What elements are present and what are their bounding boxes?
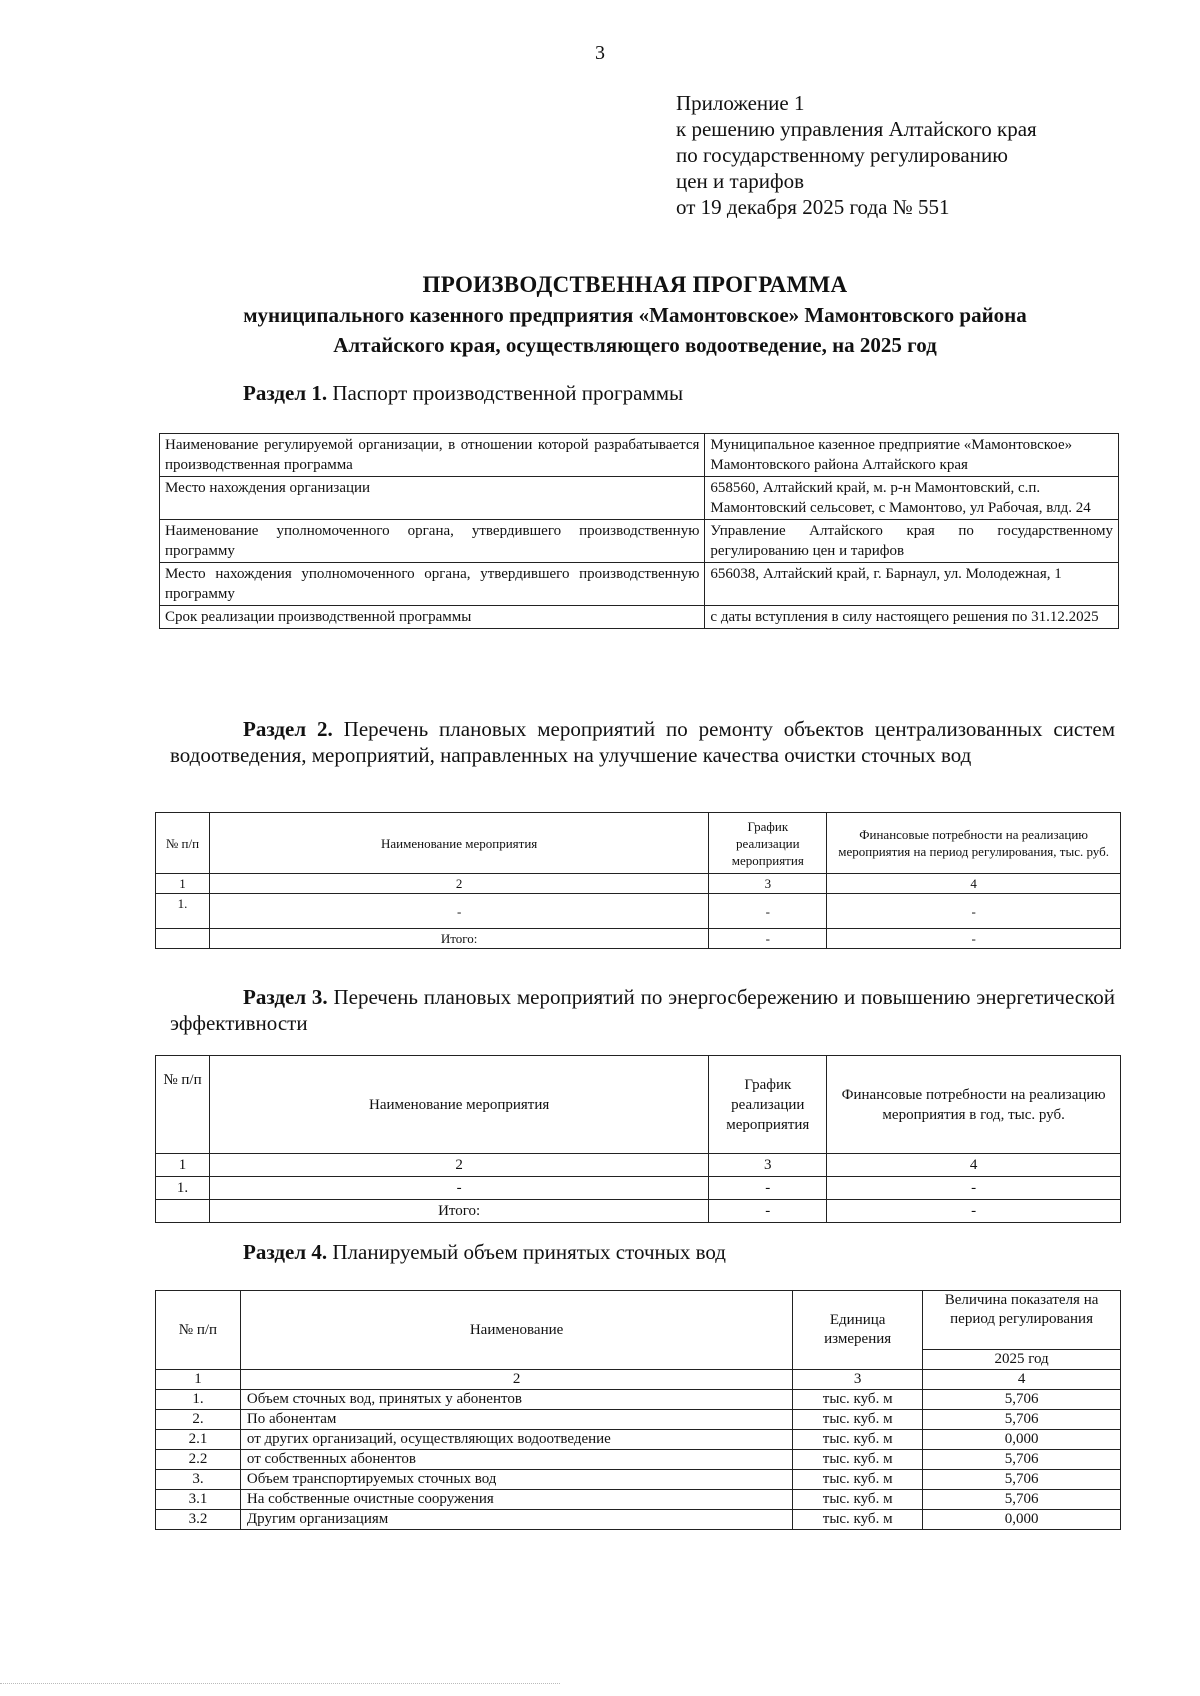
col-number: 2 [240, 1370, 792, 1390]
section3-label: Раздел 3. [243, 985, 328, 1009]
row-value: 5,706 [923, 1390, 1121, 1410]
section4-text: Планируемый объем принятых сточных вод [332, 1240, 726, 1264]
row-value: 5,706 [923, 1450, 1121, 1470]
section2-label: Раздел 2. [243, 717, 333, 741]
header-unit: Единица измерения [793, 1291, 923, 1370]
header-name: Наименование мероприятия [209, 813, 708, 874]
row-name: от других организаций, осуществляющих водоотведение [240, 1430, 792, 1450]
passport-cell-right: 658560, Алтайский край, м. р-н Мамонтовский, с.п. Мамонтовский сельсовет, с Мамонтово, ул Рабочая, влд. 24 [705, 477, 1119, 520]
table-row [160, 477, 1119, 520]
table-row [156, 1510, 1121, 1530]
row-unit: тыс. куб. м [793, 1410, 923, 1430]
header-schedule: График реализации мероприятия [709, 813, 827, 874]
row-schedule: - [709, 894, 827, 929]
table-header-row [156, 813, 1121, 874]
row-name: Объем транспортируемых сточных вод [240, 1470, 792, 1490]
table-row [156, 1470, 1121, 1490]
table-row [156, 1430, 1121, 1450]
table-row [160, 434, 1119, 477]
col-number: 2 [209, 1154, 708, 1177]
col-number: 3 [709, 874, 827, 894]
total-label: Итого: [209, 929, 708, 949]
empty-cell [156, 929, 210, 949]
title-main: ПРОИЗВОДСТВЕННАЯ ПРОГРАММА [422, 272, 848, 297]
section4-heading [243, 1239, 726, 1265]
header-name: Наименование [240, 1291, 792, 1370]
passport-cell-right: Муниципальное казенное предприятие «Мамонтовское» Мамонтовского района Алтайского края [705, 434, 1119, 477]
table-row [156, 1450, 1121, 1470]
row-unit: тыс. куб. м [793, 1390, 923, 1410]
header-value: Величина показателя на период регулирования [923, 1291, 1121, 1350]
col-number: 3 [793, 1370, 923, 1390]
appendix-block [676, 90, 1037, 220]
row-unit: тыс. куб. м [793, 1490, 923, 1510]
section1-label: Раздел 1. [243, 381, 328, 405]
total-schedule: - [709, 929, 827, 949]
row-value: 0,000 [923, 1430, 1121, 1450]
table-row [160, 520, 1119, 563]
row-value: 5,706 [923, 1490, 1121, 1510]
col-number: 1 [156, 1370, 241, 1390]
col-number: 4 [923, 1370, 1121, 1390]
row-num: 3.1 [156, 1490, 241, 1510]
passport-cell-right: 656038, Алтайский край, г. Барнаул, ул. Молодежная, 1 [705, 563, 1119, 606]
column-number-row [156, 1370, 1121, 1390]
header-num: № п/п [156, 1056, 210, 1154]
scan-edge-divider [0, 1683, 560, 1684]
row-value: 0,000 [923, 1510, 1121, 1530]
header-schedule: График реализации мероприятия [709, 1056, 827, 1154]
row-name: Другим организациям [240, 1510, 792, 1530]
row-schedule: - [709, 1177, 827, 1200]
col-number: 2 [209, 874, 708, 894]
total-row [156, 929, 1121, 949]
row-unit: тыс. куб. м [793, 1470, 923, 1490]
table-header-row [156, 1291, 1121, 1350]
section2-text: Перечень плановых мероприятий по ремонту объектов централизованных систем водоотведения, мероприятий, направленных на улучшение качества очистки сточных вод [170, 717, 1116, 767]
row-num: 1. [156, 894, 210, 929]
page-number: 3 [595, 42, 605, 64]
passport-cell-right: Управление Алтайского края по государственному регулированию цен и тарифов [705, 520, 1119, 563]
section1-heading [243, 380, 683, 406]
total-finance: - [827, 929, 1121, 949]
row-num: 3.2 [156, 1510, 241, 1530]
header-num: № п/п [156, 813, 210, 874]
section3-table [155, 1055, 1121, 1223]
table-row [160, 563, 1119, 606]
row-value: 5,706 [923, 1470, 1121, 1490]
title-sub-1: муниципального казенного предприятия «Мамонтовское» Мамонтовского района [243, 303, 1027, 327]
col-number: 1 [156, 874, 210, 894]
header-num: № п/п [156, 1291, 241, 1370]
column-number-row [156, 1154, 1121, 1177]
row-num: 2.2 [156, 1450, 241, 1470]
row-name: от собственных абонентов [240, 1450, 792, 1470]
col-number: 4 [827, 874, 1121, 894]
passport-cell-left: Срок реализации производственной программы [160, 606, 705, 629]
row-num: 1. [156, 1390, 241, 1410]
section4-label: Раздел 4. [243, 1240, 328, 1264]
column-number-row [156, 874, 1121, 894]
row-num: 3. [156, 1470, 241, 1490]
section2-table [155, 812, 1121, 949]
empty-cell [156, 1200, 210, 1223]
row-name: Объем сточных вод, принятых у абонентов [240, 1390, 792, 1410]
row-unit: тыс. куб. м [793, 1430, 923, 1450]
header-finance: Финансовые потребности на реализацию мероприятия в год, тыс. руб. [827, 1056, 1121, 1154]
header-name: Наименование мероприятия [209, 1056, 708, 1154]
table-row [156, 1177, 1121, 1200]
passport-cell-left: Наименование регулируемой организации, в отношении которой разрабатывается производственная программа [160, 434, 705, 477]
table-row [156, 1410, 1121, 1430]
row-name: По абонентам [240, 1410, 792, 1430]
row-finance: - [827, 1177, 1121, 1200]
passport-table [159, 433, 1119, 629]
passport-cell-left: Место нахождения организации [160, 477, 705, 520]
total-label: Итого: [209, 1200, 708, 1223]
appendix-line: к решению управления Алтайского края [676, 117, 1037, 141]
appendix-line: по государственному регулированию [676, 143, 1008, 167]
section1-text: Паспорт производственной программы [332, 381, 684, 405]
title-sub-2: Алтайского края, осуществляющего водоотведение, на 2025 год [333, 333, 937, 357]
section3-heading [170, 984, 1115, 1036]
appendix-line: Приложение 1 [676, 91, 805, 115]
passport-cell-left: Наименование уполномоченного органа, утвердившего производственную программу [160, 520, 705, 563]
row-name: - [209, 1177, 708, 1200]
table-row [156, 1490, 1121, 1510]
table-row [156, 894, 1121, 929]
row-num: 2.1 [156, 1430, 241, 1450]
section4-table [155, 1290, 1121, 1530]
section3-text: Перечень плановых мероприятий по энергосбережению и повышению энергетической эффективности [170, 985, 1115, 1035]
appendix-line: цен и тарифов [676, 169, 805, 193]
row-unit: тыс. куб. м [793, 1450, 923, 1470]
header-year: 2025 год [923, 1350, 1121, 1370]
table-row [156, 1390, 1121, 1410]
total-schedule: - [709, 1200, 827, 1223]
appendix-line: от 19 декабря 2025 года № 551 [676, 195, 950, 219]
passport-cell-right: с даты вступления в силу настоящего решения по 31.12.2025 [705, 606, 1119, 629]
document-title [150, 270, 1120, 360]
col-number: 3 [709, 1154, 827, 1177]
table-header-row [156, 1056, 1121, 1154]
row-name: - [209, 894, 708, 929]
header-finance: Финансовые потребности на реализацию мероприятия на период регулирования, тыс. руб. [827, 813, 1121, 874]
row-value: 5,706 [923, 1410, 1121, 1430]
passport-cell-left: Место нахождения уполномоченного органа, утвердившего производственную программу [160, 563, 705, 606]
row-finance: - [827, 894, 1121, 929]
row-name: На собственные очистные сооружения [240, 1490, 792, 1510]
row-num: 2. [156, 1410, 241, 1430]
total-row [156, 1200, 1121, 1223]
total-finance: - [827, 1200, 1121, 1223]
col-number: 1 [156, 1154, 210, 1177]
col-number: 4 [827, 1154, 1121, 1177]
table-row [160, 606, 1119, 629]
row-unit: тыс. куб. м [793, 1510, 923, 1530]
section2-heading [170, 716, 1115, 768]
row-num: 1. [156, 1177, 210, 1200]
